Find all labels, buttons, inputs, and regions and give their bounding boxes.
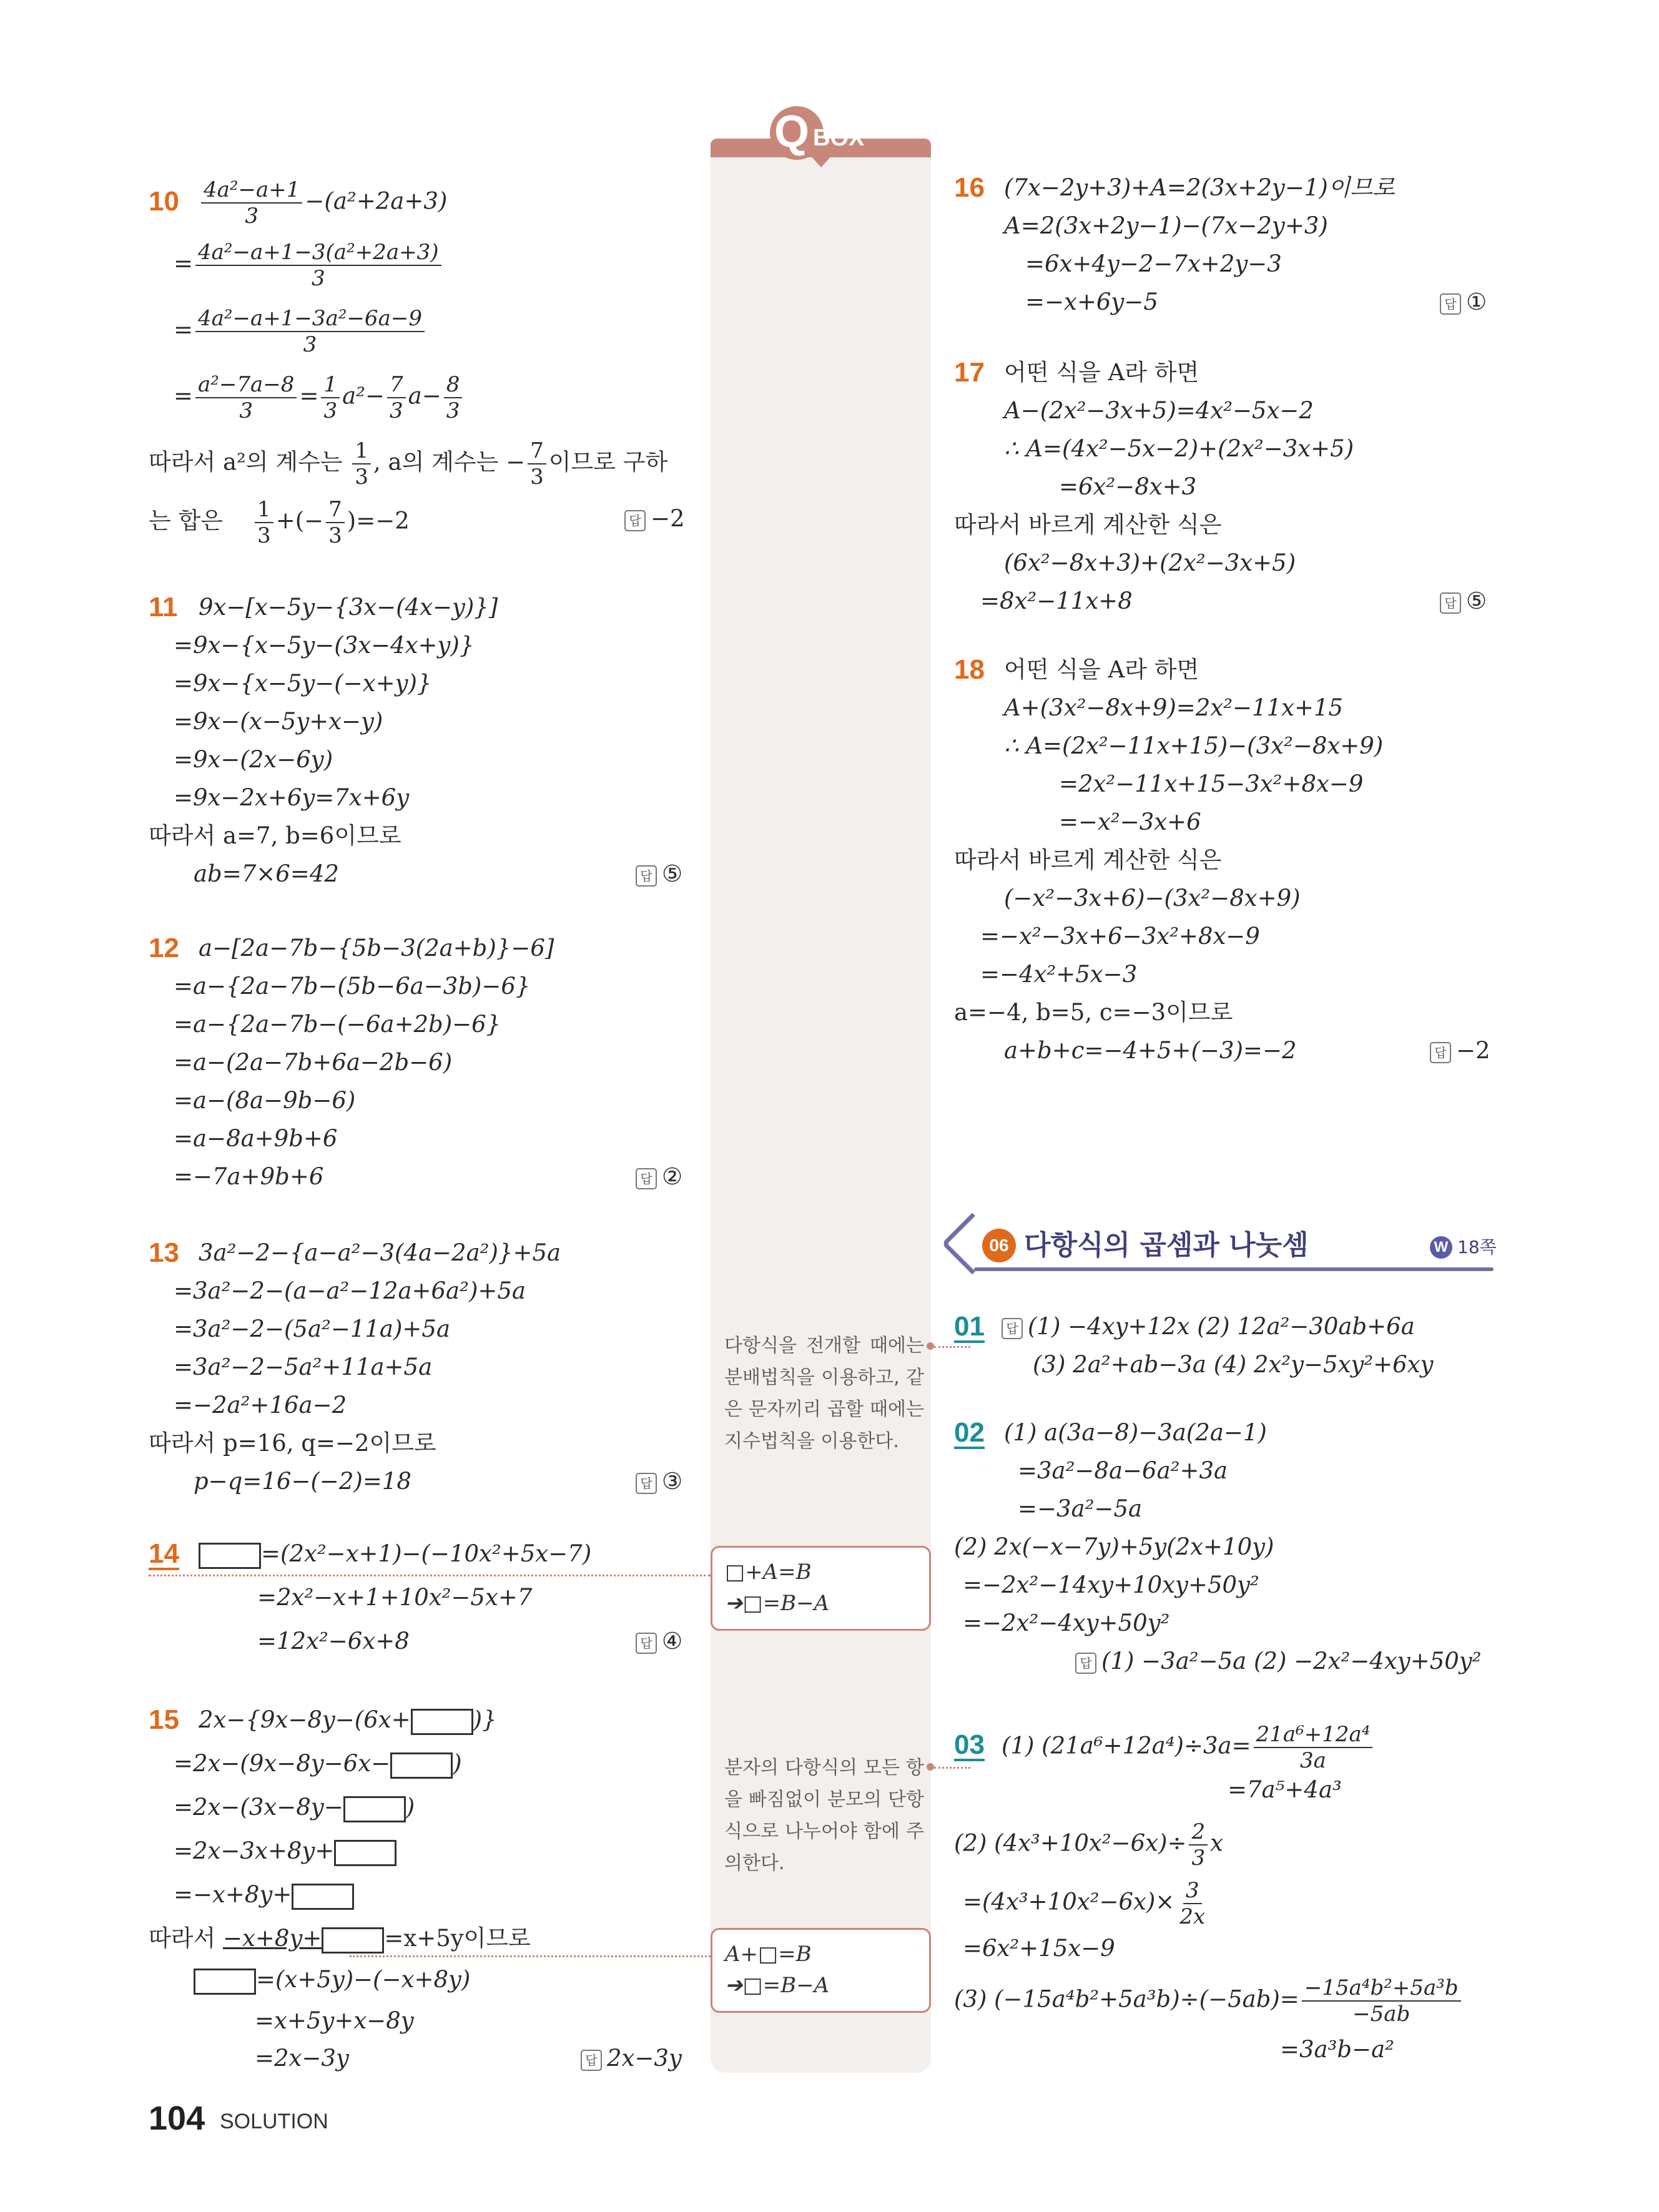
problem-number: 03 [954,1729,985,1760]
p15-line: =2x−3x+8y+ [174,1836,396,1867]
q03-line: =3a³b−a² [1280,2036,1395,2063]
p18-line: 따라서 바르게 계산한 식은 [954,847,1222,873]
p11-line: 따라서 a=7, b=6이므로 [149,822,401,849]
q02-line: =−3a²−5a [1018,1495,1143,1522]
blank-box [194,1969,256,1995]
problem-number: 02 [954,1417,985,1448]
p18-line: a=−4, b=5, c=−3이므로 [954,999,1233,1026]
page-number: 104 [149,2100,205,2137]
p11-answer: 답 ⑤ [636,858,682,890]
p10-answer: 답 −2 [624,503,685,534]
blank-box [390,1752,453,1779]
p13-line: =3a²−2−(5a²−11a)+5a [174,1315,451,1342]
p15-line: =−x+8y+ [174,1879,354,1910]
p17-line: 따라서 바르게 계산한 식은 [954,511,1222,538]
answer-icon: 답 [636,1473,657,1494]
p11-line: 9x−[x−5y−{3x−(4x−y)}] [199,594,498,621]
p14-answer: 답 ④ [636,1626,682,1657]
q02-line: =−2x²−4xy+50y² [963,1610,1170,1636]
p17-line: ∴ A=(4x²−5x−2)+(2x²−3x+5) [1004,435,1354,462]
p17-line: A−(2x²−3x+5)=4x²−5x−2 [1004,397,1314,424]
blank-box [322,1927,384,1954]
p17-line: =6x²−8x+3 [1059,473,1197,500]
p15-answer: 답 2x−3y [581,2043,682,2074]
p10-line-2: = $\frac{\text{4a²−a+1−3(a²+2a+3)}}{3}$ [174,240,444,291]
problem-number: 12 [149,933,179,963]
p10-line-4: = $\frac{\text{a²−7a−8}}{3}$ = $\frac{1}{3}$ a²− $\frac{7}{3}$ a− $\frac{8}{3}$ [174,372,465,423]
p18-answer: 답 −2 [1430,1035,1490,1066]
p17-line: 어떤 식을 A라 하면 [1004,359,1199,386]
p13-line: 따라서 p=16, q=−2이므로 [149,1430,436,1457]
p18-line: 어떤 식을 A라 하면 [1004,656,1199,683]
connector-line [350,1955,711,1957]
blank-box [411,1709,473,1735]
q03-line: =6x²+15x−9 [963,1935,1115,1962]
p15-line: =2x−(3x−8y− ) [174,1792,415,1823]
p11-line: =9x−{x−5y−(3x−4x+y)} [174,632,475,659]
problem-number: 11 [149,592,178,622]
q03-line: (3) (−15a⁴b²+5a³b)÷(−5ab)= $\frac{\text{−15a⁴b²+5a³b}}{-5ab}$ [954,1975,1464,2027]
footer-label: SOLUTION [220,2110,328,2133]
p18-line: ∴ A=(2x²−11x+15)−(3x²−8x+9) [1004,732,1384,759]
p10-line-5: 따라서 a²의 계수는 $\frac{1}{3}$ , a의 계수는 − $\frac{7}{3}$ 이므로 구하 [149,438,668,489]
qbox-note-1: 다항식을 전개할 때에는 분배법칙을 이용하고, 같은 문자끼리 곱할 때에는 지수법칙을 이용한다. [724,1335,924,1452]
q02-line: =3a²−8a−6a²+3a [1018,1457,1228,1484]
connector-line [934,1767,970,1769]
problem-number: 18 [954,654,985,685]
q03-line: (1) (21a⁶+12a⁴)÷3a= $\frac{\text{21a⁶+12a⁴}}{3a}$ [1002,1722,1375,1773]
p14-line-1: =(2x²−x+1)−(−10x²+5x−7) [199,1538,591,1570]
answer-icon: 답 [1002,1318,1023,1339]
answer-icon: 답 [1430,1042,1451,1063]
p12-line: =a−8a+9b+6 [174,1125,338,1152]
p13-line: =3a²−2−5a²+11a+5a [174,1354,433,1380]
p16-line: =6x+4y−2−7x+2y−3 [1025,250,1282,277]
p15-line: =2x−3y [255,2045,349,2072]
p13-line: p−q=16−(−2)=18 [194,1468,411,1495]
p15-line: =2x−(9x−8y−6x− ) [174,1748,462,1779]
problem-number: 13 [149,1237,179,1268]
p10-line-3: = $\frac{\text{4a²−a+1−3a²−6a−9}}{3}$ [174,306,427,357]
problem-number: 10 [149,186,179,217]
qbox-letter: Q [774,107,810,157]
p13-answer: 답 ③ [636,1466,682,1497]
q01-line: 답 (1) −4xy+12x (2) 12a²−30ab+6a [1002,1311,1415,1342]
p12-line: =a−(8a−9b−6) [174,1087,356,1114]
p18-line: A+(3x²−8x+9)=2x²−11x+15 [1004,694,1344,721]
p12-line: =a−(2a−7b+6a−2b−6) [174,1049,453,1076]
blank-box [292,1884,354,1910]
p18-line: =−4x²+5x−3 [980,961,1138,988]
p15-line: 따라서 −x+8y+ =x+5y이므로 [149,1923,531,1954]
p14-line-2: =2x²−x+1+10x²−5x+7 [257,1584,533,1611]
section-underline [974,1267,1494,1271]
answer-icon: 답 [1440,293,1461,315]
q02-line: =−2x²−14xy+10xy+50y² [963,1571,1259,1598]
p13-line: 3a²−2−{a−a²−3(4a−2a²)}+5a [199,1239,561,1266]
p16-line: (7x−2y+3)+A=2(3x+2y−1)이므로 [1004,174,1396,201]
p11-line: =9x−(x−5y+x−y) [174,708,383,735]
connector-line [149,1575,711,1576]
qbox-formula-2: A+□=B ➔□=B−A [711,1928,931,2013]
qbox-note-2: 분자의 다항식의 모든 항을 빠짐없이 분모의 단항식으로 나누어야 함에 주의한다. [724,1757,924,1874]
p12-line: =a−{2a−7b−(−6a+2b)−6} [174,1011,501,1038]
p11-line: =9x−(2x−6y) [174,746,333,773]
problem-number: 17 [954,357,985,388]
blank-box [199,1543,261,1569]
q02-line: (2) 2x(−x−7y)+5y(2x+10y) [954,1533,1274,1560]
q02-answer: 답 (1) −3a²−5a (2) −2x²−4xy+50y² [1075,1646,1482,1677]
p18-line: a+b+c=−4+5+(−3)=−2 [1004,1037,1297,1064]
answer-icon: 답 [581,2050,602,2071]
p18-line: (−x²−3x+6)−(3x²−8x+9) [1004,885,1301,912]
q01-line: (3) 2a²+ab−3a (4) 2x²y−5xy²+6xy [1033,1351,1434,1378]
answer-icon: 답 [636,865,657,887]
p11-line: =9x−{x−5y−(−x+y)} [174,670,432,697]
p18-line: =−x²−3x+6−3x²+8x−9 [980,923,1260,950]
p14-line-3: =12x²−6x+8 [257,1628,410,1654]
p18-line: =2x²−11x+15−3x²+8x−9 [1059,770,1364,797]
p13-line: =3a²−2−(a−a²−12a+6a²)+5a [174,1277,526,1304]
p17-line: =8x²−11x+8 [980,587,1133,614]
p11-line: ab=7×6=42 [194,860,339,887]
q03-line: (2) (4x³+10x²−6x)÷ $\frac{2}{3}$ x [954,1819,1223,1870]
p10-line-6: 는 합은 $\frac{1}{3}$ +(− $\frac{7}{3}$ )=−2 [149,497,410,548]
p15-line: 2x−{9x−8y−(6x+ )} [199,1704,497,1736]
p12-line: a−[2a−7b−{5b−3(2a+b)}−6] [199,935,554,961]
workbook-icon: W [1430,1236,1452,1259]
p15-line: =(x+5y)−(−x+8y) [194,1964,470,1995]
blank-box [334,1840,396,1866]
p16-line: A=2(3x+2y−1)−(7x−2y+3) [1004,212,1328,239]
p10-line-1: $\frac{\text{4a²−a+1}}{3}$ −(a²+2a+3) [199,177,447,229]
q03-line: =(4x³+10x²−6x)× $\frac{3}{2x}$ [963,1878,1206,1929]
answer-icon: 답 [636,1168,657,1189]
qbox-formula-1: □+A=B ➔□=B−A [711,1546,931,1631]
p13-line: =−2a²+16a−2 [174,1392,347,1418]
problem-number: 14 [149,1538,179,1569]
note-dot [927,1763,934,1771]
p18-line: =−x²−3x+6 [1059,809,1201,835]
q02-line: (1) a(3a−8)−3a(2a−1) [1004,1419,1267,1446]
p11-line: =9x−2x+6y=7x+6y [174,784,410,811]
problem-number: 01 [954,1311,985,1342]
problem-number: 16 [954,172,985,203]
p17-answer: 답 ⑤ [1440,586,1487,617]
p12-line: =−7a+9b+6 [174,1163,324,1190]
note-dot [927,1342,934,1350]
p17-line: (6x²−8x+3)+(2x²−3x+5) [1004,549,1296,576]
p16-line: =−x+6y−5 [1025,288,1158,315]
p12-answer: 답 ② [636,1161,682,1192]
q03-line: =7a⁵+4a³ [1228,1776,1342,1803]
answer-icon: 답 [1440,592,1461,614]
blank-box [343,1796,406,1822]
qbox-label: BOX [813,125,865,151]
answer-icon: 답 [1075,1653,1096,1674]
problem-number: 15 [149,1704,179,1735]
connector-line [934,1346,970,1348]
p12-line: =a−{2a−7b−(5b−6a−3b)−6} [174,973,531,1000]
answer-icon: 답 [636,1633,657,1654]
answer-icon: 답 [624,510,646,531]
section-title: 다항식의 곱셈과 나눗셈 [1024,1229,1309,1261]
p16-answer: 답 ① [1440,287,1487,318]
p15-line: =x+5y+x−8y [255,2007,414,2034]
section-page-ref: 18쪽 [1457,1237,1497,1257]
section-number-badge: 06 [982,1229,1016,1262]
qbox-pointer [810,155,832,167]
